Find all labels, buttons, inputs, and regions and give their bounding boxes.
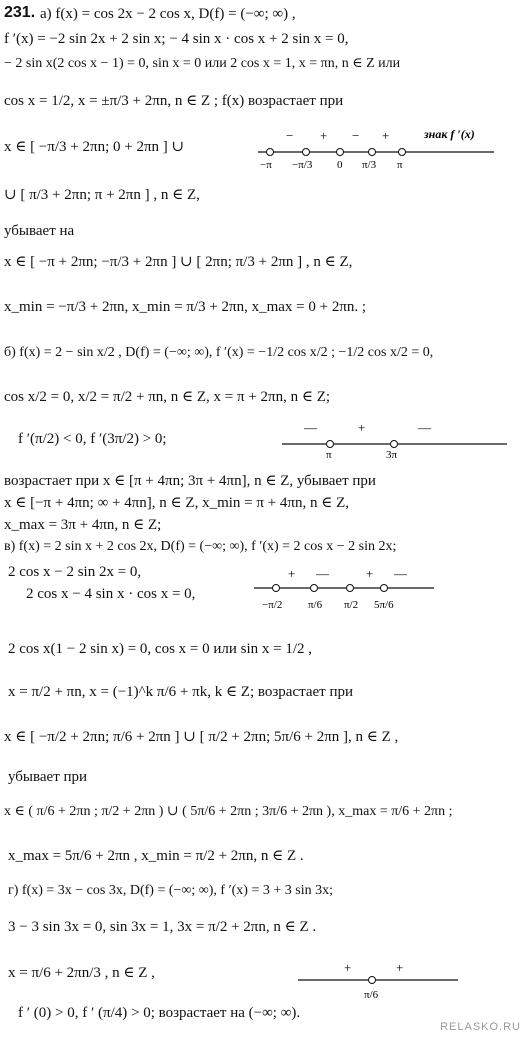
watermark: RELASKO.RU bbox=[440, 1021, 521, 1033]
nl-a-point-4 bbox=[369, 149, 376, 156]
nl-v-sign-1: + bbox=[288, 566, 296, 581]
nl-v-tick-1: −π/2 bbox=[262, 599, 283, 611]
nl-b-sign-3: — bbox=[418, 420, 431, 435]
nl-b-tick-2: 3π bbox=[386, 449, 398, 461]
line-b-1: б) f(x) = 2 − sin x/2 , D(f) = (−∞; ∞), f ′(x) = −1/2 cos x/2 ; −1/2 cos x/2 = 0, bbox=[4, 345, 434, 360]
problem-number: 231. bbox=[4, 4, 36, 21]
line-a-9: x_min = −π/3 + 2πn, x_min = π/3 + 2πn, x_max = 0 + 2πn. ; bbox=[4, 299, 367, 315]
line-g-2: 3 − 3 sin 3x = 0, sin 3x = 1, 3x = π/2 + 2πn, n ∈ Z . bbox=[8, 919, 317, 935]
line-v-2: 2 cos x − 2 sin 2x = 0, bbox=[8, 564, 142, 580]
nl-a-tick-5: π bbox=[397, 159, 403, 171]
nl-a-point-2 bbox=[303, 149, 310, 156]
nl-a-sign-3: − bbox=[352, 128, 360, 143]
nl-a-sign-1: − bbox=[286, 128, 294, 143]
line-g-3: x = π/6 + 2πn/3 , n ∈ Z , bbox=[8, 965, 155, 981]
nl-g-point-1 bbox=[369, 977, 376, 984]
nl-v-tick-2: π/6 bbox=[308, 599, 323, 611]
nl-a-tick-1: −π bbox=[260, 159, 272, 171]
line-v-6: x ∈ [ −π/2 + 2πn; π/6 + 2πn ] ∪ [ π/2 + 2πn; 5π/6 + 2πn ], n ∈ Z , bbox=[4, 729, 399, 745]
line-a-3: − 2 sin x(2 cos x − 1) = 0, sin x = 0 или 2 cos x = 1, x = πn, n ∈ Z или bbox=[4, 56, 401, 71]
nl-b-point-2 bbox=[391, 441, 398, 448]
line-b-3: f ′(π/2) < 0, f ′(3π/2) > 0; bbox=[18, 431, 167, 447]
nl-a-point-5 bbox=[399, 149, 406, 156]
nl-b-sign-1: — bbox=[304, 420, 317, 435]
nl-v-sign-2: — bbox=[316, 566, 329, 581]
nl-v-tick-4: 5π/6 bbox=[374, 599, 394, 611]
nl-a-tick-2: −π/3 bbox=[292, 159, 313, 171]
nl-a-tick-4: π/3 bbox=[362, 159, 377, 171]
number-line-b bbox=[282, 418, 522, 461]
line-v-4: 2 cos x(1 − 2 sin x) = 0, cos x = 0 или sin x = 1/2 , bbox=[8, 641, 313, 657]
nl-a-tick-3: 0 bbox=[337, 159, 343, 171]
line-b-5: x ∈ [−π + 4πn; ∞ + 4πn], n ∈ Z, x_min = π + 4πn, n ∈ Z, bbox=[4, 495, 349, 511]
line-v-1: в) f(x) = 2 sin x + 2 cos 2x, D(f) = (−∞; ∞), f ′(x) = 2 cos x − 2 sin 2x; bbox=[4, 539, 397, 554]
nl-a-point-3 bbox=[337, 149, 344, 156]
number-line-a bbox=[256, 124, 506, 184]
nl-v-tick-3: π/2 bbox=[344, 599, 359, 611]
line-a-5: x ∈ [ −π/3 + 2πn; 0 + 2πn ] ∪ bbox=[4, 139, 185, 155]
line-v-8: x ∈ ( π/6 + 2πn ; π/2 + 2πn ) ∪ ( 5π/6 + 2πn ; 3π/6 + 2πn ), x_max = π/6 + 2πn ; bbox=[4, 804, 453, 819]
nl-a-point-1 bbox=[267, 149, 274, 156]
nl-g-sign-1: + bbox=[344, 960, 352, 975]
nl-a-sign-4: + bbox=[382, 128, 390, 143]
nl-v-point-4 bbox=[381, 585, 388, 592]
line-v-5: x = π/2 + πn, x = (−1)^k π/6 + πk, k ∈ Z; возрастает при bbox=[8, 684, 354, 700]
nl-a-sign-2: + bbox=[320, 128, 328, 143]
nl-b-sign-2: + bbox=[358, 420, 366, 435]
line-a-1: а) f(x) = cos 2x − 2 cos x, D(f) = (−∞; ∞) , bbox=[40, 6, 296, 22]
nl-g-tick-1: π/6 bbox=[364, 989, 379, 1001]
number-line-g bbox=[298, 960, 498, 1004]
nl-g-sign-2: + bbox=[396, 960, 404, 975]
nl-b-tick-1: π bbox=[326, 449, 332, 461]
line-b-2: cos x/2 = 0, x/2 = π/2 + πn, n ∈ Z, x = π + 2πn, n ∈ Z; bbox=[4, 389, 331, 405]
nl-a-label: знак f ′(x) bbox=[424, 127, 475, 141]
line-a-2: f ′(x) = −2 sin 2x + 2 sin x; − 4 sin x · cos x + 2 sin x = 0, bbox=[4, 31, 349, 47]
nl-v-point-1 bbox=[273, 585, 280, 592]
line-a-4: cos x = 1/2, x = ±π/3 + 2πn, n ∈ Z ; f(x) возрастает при bbox=[4, 93, 344, 109]
line-b-4: возрастает при x ∈ [π + 4πn; 3π + 4πn], n ∈ Z, убывает при bbox=[4, 473, 376, 489]
nl-b-point-1 bbox=[327, 441, 334, 448]
line-v-7: убывает при bbox=[8, 769, 88, 785]
line-g-1: г) f(x) = 3x − cos 3x, D(f) = (−∞; ∞), f ′(x) = 3 + 3 sin 3x; bbox=[8, 883, 333, 898]
nl-v-sign-4: — bbox=[394, 566, 407, 581]
nl-v-sign-3: + bbox=[366, 566, 374, 581]
nl-v-point-2 bbox=[311, 585, 318, 592]
line-a-6: ∪ [ π/3 + 2πn; π + 2πn ] , n ∈ Z, bbox=[4, 187, 200, 203]
line-a-7: убывает на bbox=[4, 223, 75, 239]
line-g-4: f ′ (0) > 0, f ′ (π/4) > 0; возрастает на (−∞; ∞). bbox=[18, 1005, 301, 1021]
line-v-3: 2 cos x − 4 sin x · cos x = 0, bbox=[26, 586, 196, 602]
line-b-6: x_max = 3π + 4πn, n ∈ Z; bbox=[4, 517, 162, 533]
line-v-9: x_max = 5π/6 + 2πn , x_min = π/2 + 2πn, n ∈ Z . bbox=[8, 848, 304, 864]
line-a-8: x ∈ [ −π + 2πn; −π/3 + 2πn ] ∪ [ 2πn; π/3 + 2πn ] , n ∈ Z, bbox=[4, 254, 353, 270]
number-line-v bbox=[254, 566, 454, 622]
nl-v-point-3 bbox=[347, 585, 354, 592]
